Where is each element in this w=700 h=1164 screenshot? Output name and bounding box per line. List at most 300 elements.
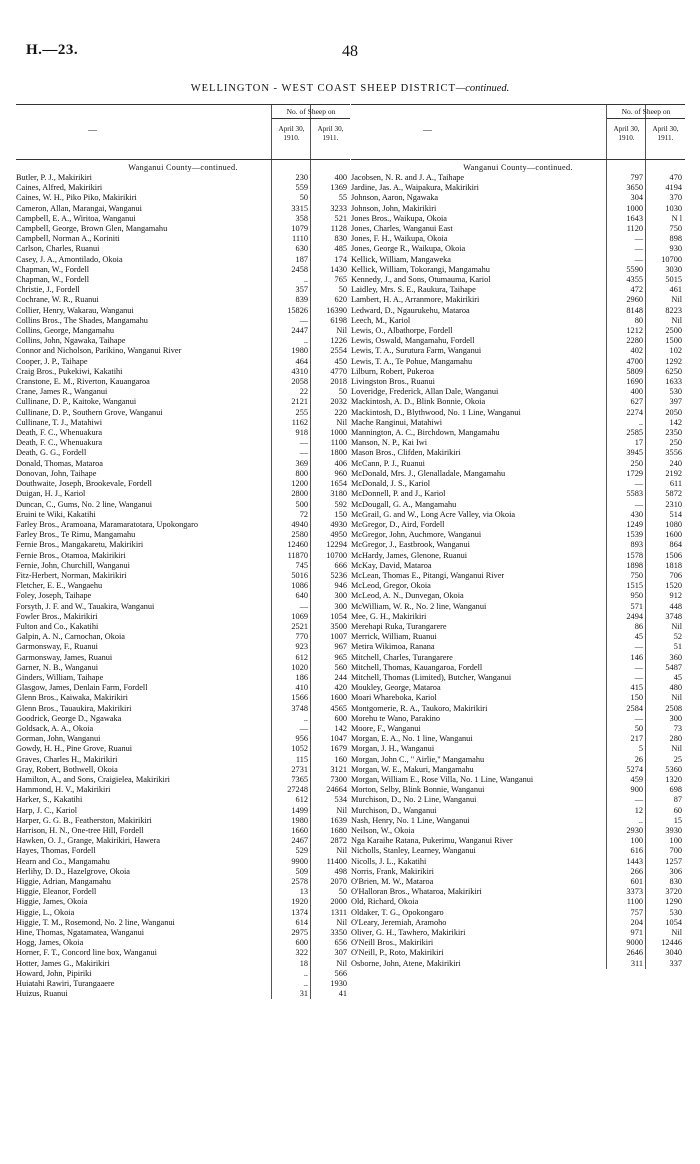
table-row (16, 448, 350, 458)
table-row (351, 744, 685, 754)
sheep-1910: 745 (295, 560, 308, 570)
sheep-1910: 150 (630, 693, 643, 703)
sheep-1910: 770 (295, 632, 308, 642)
owner-name: McGregor, J., Eastbrook, Wanganui (351, 540, 470, 550)
owner-name: Eruini te Wiki, Kakatihi (16, 509, 96, 519)
table-row (351, 500, 685, 510)
sheep-1910: 2447 (291, 326, 308, 336)
owner-name: Lambert, H. A., Arranmore, Makirikiri (351, 295, 480, 305)
owner-name: McDougall, G. A., Mangamahu (351, 499, 457, 509)
table-row (16, 602, 350, 612)
sheep-1910: 358 (295, 213, 308, 223)
sheep-1910: 1079 (291, 224, 308, 234)
table-row (16, 479, 350, 489)
table-row (16, 846, 350, 856)
table-row (351, 265, 685, 275)
owner-name: Morgan, William E., Rose Villa, No. 1 Line, Wanganui (351, 774, 534, 784)
table-row (351, 755, 685, 765)
table-row (351, 714, 685, 724)
table-row (351, 918, 685, 928)
owner-name: Foley, Joseph, Taihape (16, 591, 92, 601)
owner-name: Jones Bros., Waikupa, Okoia (351, 213, 447, 223)
sheep-1910: 3315 (291, 203, 308, 213)
page-title (0, 83, 700, 94)
table-row (351, 316, 685, 326)
sheep-1910: 1052 (291, 744, 308, 754)
sheep-1910: 5016 (291, 570, 308, 580)
owner-name: Kellick, William, Tokorangi, Mangamahu (351, 264, 490, 274)
sheep-1910: 3650 (626, 183, 643, 193)
owner-name: O'Neill Bros., Makirikiri (351, 938, 434, 948)
sheep-1910: 50 (299, 193, 308, 203)
sheep-1911: Nil (336, 326, 347, 336)
sheep-1910: 250 (630, 458, 643, 468)
sheep-1911: 60 (673, 805, 682, 815)
sheep-1911: 5236 (330, 570, 347, 580)
sheep-1910: — (299, 448, 308, 458)
sheep-1910: 146 (630, 652, 643, 662)
sheep-1911: 73 (673, 723, 682, 733)
sheep-1910: .. (303, 979, 308, 989)
owner-name: Higgie, T. M., Rosemond, No. 2 line, Wanganui (16, 917, 175, 927)
table-row (351, 285, 685, 295)
sheep-1911: 100 (669, 836, 682, 846)
page-number: 48 (342, 43, 358, 60)
table-row (351, 336, 685, 346)
sheep-1911: 3556 (665, 448, 682, 458)
owner-name: Morgan, W. E., Makuri, Mangamahu (351, 764, 474, 774)
sheep-1910: 410 (295, 683, 308, 693)
sheep-1911: Nil (671, 621, 682, 631)
sheep-1910: 1499 (291, 805, 308, 815)
owner-name: Chapman, W., Fordell (16, 275, 90, 285)
table-row (16, 540, 350, 550)
sheep-1910: 72 (299, 509, 308, 519)
owner-name: McGregor, John, Auchmore, Wanganui (351, 530, 482, 540)
sheep-1911: 3180 (330, 489, 347, 499)
sheep-1910: 1566 (291, 693, 308, 703)
owner-name: Lilburn, Robert, Pukeroa (351, 366, 434, 376)
owner-name: McDonnell, P. and J., Kariol (351, 489, 446, 499)
owner-name: Nicolls, J. L., Kakatihi (351, 856, 427, 866)
table-row (351, 734, 685, 744)
sheep-1911: 698 (669, 785, 682, 795)
table-row (351, 469, 685, 479)
table-row (351, 653, 685, 663)
sheep-1910: 26 (634, 754, 643, 764)
table-row (351, 367, 685, 377)
owner-name: Murchison, D., Wanganui (351, 805, 437, 815)
owner-name: Death, F. C., Whenuakura (16, 428, 103, 438)
sheep-1911: 2500 (665, 326, 682, 336)
table-row (16, 489, 350, 499)
sheep-1911: 566 (334, 968, 347, 978)
owner-name: Horner, F. T., Concord line box, Wanganui (16, 948, 157, 958)
owner-name: Fernie Bros., Mangakaretu, Makirikiri (16, 540, 144, 550)
table-row (351, 908, 685, 918)
sheep-1911: 620 (334, 295, 347, 305)
sheep-1910: 2800 (291, 489, 308, 499)
sheep-1910: 600 (295, 938, 308, 948)
sheep-1911: 656 (334, 938, 347, 948)
owner-name: Morton, Selby, Blink Bonnie, Wanganui (351, 785, 485, 795)
document-reference: H.—23. (26, 42, 79, 58)
sheep-1910: 430 (630, 509, 643, 519)
sheep-1910: 2930 (626, 826, 643, 835)
sheep-1910: 17 (634, 438, 643, 448)
owner-name: Carlson, Charles, Ruanui (16, 244, 100, 254)
sheep-1911: 337 (669, 958, 682, 968)
owner-name: Johnson, John, Makirikiri (351, 203, 437, 213)
sheep-1911: 6250 (665, 366, 682, 376)
sheep-1910: 1000 (626, 203, 643, 213)
sheep-1910: 757 (630, 907, 643, 917)
sheep-1911: 946 (334, 581, 347, 591)
sheep-1910: 415 (630, 683, 643, 693)
sheep-1910: 13 (299, 887, 308, 897)
sheep-1910: 2960 (626, 295, 643, 305)
sheep-1911: 1600 (665, 530, 682, 540)
sheep-1911: 50 (338, 285, 347, 295)
sheep-1910: 322 (295, 948, 308, 958)
sheep-1911: 52 (673, 632, 682, 642)
owner-name: Moukley, George, Mataroa (351, 683, 441, 693)
sheep-1911: 1654 (330, 479, 347, 489)
table-row (16, 234, 350, 244)
table-row (16, 295, 350, 305)
sheep-1910: .. (303, 275, 308, 285)
sheep-1911: 12294 (326, 540, 347, 550)
sheep-1911: 2350 (665, 428, 682, 438)
sheep-1911: 912 (669, 591, 682, 601)
sheep-1911: 1100 (330, 438, 347, 448)
sheep-1911: 280 (669, 734, 682, 744)
table-row (351, 795, 685, 805)
owner-name: O'Neill, P., Roto, Makirikiri (351, 948, 444, 958)
table-row (16, 193, 350, 203)
sheep-1911: 530 (669, 387, 682, 397)
table-row (16, 867, 350, 877)
sheep-1911: 3748 (665, 611, 682, 621)
table-row (16, 204, 350, 214)
sheep-1911: 24664 (326, 785, 347, 795)
owner-name: Mannington, A. C., Birchdown, Mangamahu (351, 428, 500, 438)
table-row (16, 724, 350, 734)
table-row (16, 918, 350, 928)
table-row (16, 775, 350, 785)
table-row (351, 255, 685, 265)
sheep-1911: 1500 (665, 336, 682, 346)
owner-name: Garmonsway, F., Ruanui (16, 642, 98, 652)
year-1910-header: April 30, 1910. (613, 125, 640, 142)
sheep-1910: 4310 (291, 366, 308, 376)
table-row (16, 244, 350, 254)
sheep-1910: 1643 (626, 213, 643, 223)
owner-name: Fernie Bros., Otamoa, Makirikiri (16, 550, 126, 560)
sheep-1910: 956 (295, 734, 308, 744)
owner-name: Manson, N. P., Kai Iwi (351, 438, 428, 448)
sheep-1910: — (634, 479, 643, 489)
sheep-1910: 1020 (291, 662, 308, 672)
owner-name: Death, G. G., Fordell (16, 448, 87, 458)
owner-name: Livingston Bros., Ruanui (351, 377, 435, 387)
owner-name: McHardy, James, Glenone, Ruanui (351, 550, 468, 560)
table-row (16, 346, 350, 356)
sheep-1910: 1729 (626, 468, 643, 478)
sheep-1911: 1030 (665, 203, 682, 213)
table-row (351, 214, 685, 224)
owner-name: McKay, David, Mataroa (351, 560, 432, 570)
sheep-1911: 1800 (330, 448, 347, 458)
table-row (16, 642, 350, 652)
table-row (16, 357, 350, 367)
table-row (16, 571, 350, 581)
owner-name: Collins, George, Mangamahu (16, 326, 115, 336)
table-row (16, 530, 350, 540)
owner-name: McDonald, Mrs. J., Glenalladale, Mangamahu (351, 468, 506, 478)
title-main: WELLINGTON - WEST COAST SHEEP DISTRICT (190, 83, 456, 94)
sheep-1910: 1660 (291, 826, 308, 835)
sheep-1910: 1578 (626, 550, 643, 560)
sheep-1911: 960 (334, 468, 347, 478)
owner-name: Mitchell, Thomas (Limited), Butcher, Wanganui (351, 672, 512, 682)
sheep-1910: 5590 (626, 264, 643, 274)
table-row (351, 489, 685, 499)
sheep-1910: .. (303, 968, 308, 978)
table-row (351, 673, 685, 683)
owner-name: Loveridge, Frederick, Allan Dale, Wanganui (351, 387, 499, 397)
sheep-1910: 45 (634, 632, 643, 642)
table-row (351, 173, 685, 183)
owner-name: O'Brien, M. W., Mataroa (351, 877, 434, 887)
table-row (351, 683, 685, 693)
sheep-1910: 357 (295, 285, 308, 295)
table-row (16, 500, 350, 510)
sheep-1910: 27248 (287, 785, 308, 795)
sheep-1911: 700 (669, 846, 682, 856)
owner-name: Gorman, John, Wanganui (16, 734, 101, 744)
table-row (351, 785, 685, 795)
owner-name: Jardine, Jas. A., Waipakura, Makirikiri (351, 183, 479, 193)
sheep-1910: 1110 (292, 234, 308, 244)
sheep-1911: 600 (334, 713, 347, 723)
sheep-1910: 5 (638, 744, 643, 754)
sheep-1911: 244 (334, 672, 347, 682)
sheep-1910: 918 (295, 428, 308, 438)
owner-name: Crane, James R., Wanganui (16, 387, 108, 397)
table-row (351, 622, 685, 632)
table-row (16, 173, 350, 183)
owner-name: Ginders, William, Taihape (16, 672, 104, 682)
sheep-1910: 100 (630, 836, 643, 846)
owner-name: Donald, Thomas, Mataroa (16, 458, 103, 468)
table-row (16, 857, 350, 867)
owner-name: Nash, Henry, No. 1 Line, Wanganui (351, 815, 470, 825)
table-row (16, 755, 350, 765)
sheep-1911: 1430 (330, 264, 347, 274)
table-row (351, 816, 685, 826)
owner-name: Kennedy, J., and Sons, Otumauma, Kariol (351, 275, 491, 285)
table-row (351, 581, 685, 591)
owner-name: Metira Wikimoa, Ranana (351, 642, 435, 652)
sheep-1910: 1920 (291, 897, 308, 907)
table-row (351, 224, 685, 234)
sheep-1911: 4930 (330, 519, 347, 529)
left-table (16, 104, 350, 999)
sheep-1910: 2580 (291, 530, 308, 540)
sheep-1910: 11870 (287, 550, 308, 560)
table-row (16, 959, 350, 969)
owner-name: McLean, Thomas E., Pitangi, Wanganui River (351, 570, 505, 580)
table-row (16, 908, 350, 918)
sheep-1911: 1680 (330, 826, 347, 835)
sheep-1910: 1980 (291, 815, 308, 825)
table-row (16, 897, 350, 907)
table-row (16, 336, 350, 346)
table-row (351, 540, 685, 550)
sheep-1911: 15 (673, 815, 682, 825)
sheep-1910: 217 (630, 734, 643, 744)
table-row (351, 408, 685, 418)
table-row (16, 438, 350, 448)
table-row (351, 938, 685, 948)
sheep-1910: 50 (634, 723, 643, 733)
table-row (351, 551, 685, 561)
table-row (16, 622, 350, 632)
sheep-1910: 529 (295, 846, 308, 856)
sheep-1911: 3030 (665, 264, 682, 274)
table-row (16, 979, 350, 989)
table-row (16, 795, 350, 805)
sheep-1910: 4940 (291, 519, 308, 529)
owner-name: Duigan, H. J., Kariol (16, 489, 86, 499)
sheep-1911: 750 (669, 224, 682, 234)
sheep-1910: 2975 (291, 928, 308, 938)
sheep-1910: 1069 (291, 611, 308, 621)
table-row (351, 244, 685, 254)
table-row (16, 969, 350, 979)
sheep-1911: 300 (334, 591, 347, 601)
sheep-1910: .. (638, 417, 643, 427)
sheep-1911: 1520 (665, 581, 682, 591)
table-row (16, 877, 350, 887)
owner-name: Garmonsway, James, Ruanui (16, 652, 113, 662)
sheep-1911: 1290 (665, 897, 682, 907)
owner-name: Oldaker, T. G., Opokongaro (351, 907, 444, 917)
sheep-1910: — (634, 499, 643, 509)
sheep-1910: 459 (630, 774, 643, 784)
sheep-1910: 4700 (626, 356, 643, 366)
table-row (351, 234, 685, 244)
sheep-1910: 1690 (626, 377, 643, 387)
sheep-1911: 4194 (665, 183, 682, 193)
owner-name: Collins, John, Ngawaka, Taihape (16, 336, 126, 346)
sheep-1910: 630 (295, 244, 308, 254)
table-row (351, 887, 685, 897)
owner-name: Cullinane, D. P., Kaitoke, Wanganui (16, 397, 137, 407)
sheep-1911: 2050 (665, 407, 682, 417)
sheep-1911: 50 (338, 887, 347, 897)
sheep-1910: 627 (630, 397, 643, 407)
owner-name: Harper, G. G. B., Featherston, Makirikiri (16, 815, 152, 825)
table-row (16, 397, 350, 407)
sheep-1911: 592 (334, 499, 347, 509)
table-row (351, 428, 685, 438)
sheep-1911: Nil (336, 846, 347, 856)
owner-name: Cooper, J. P., Taihape (16, 356, 88, 366)
table-row (16, 316, 350, 326)
sheep-1911: Nil (671, 315, 682, 325)
table-row (16, 673, 350, 683)
table-row (351, 418, 685, 428)
table-row (16, 428, 350, 438)
table-row (351, 377, 685, 387)
owner-name: Lewis, Oswald, Mangamahu, Fordell (351, 336, 475, 346)
sheep-1910: 1515 (626, 581, 643, 591)
owner-name: Harp, J. C., Kariol (16, 805, 78, 815)
sheep-1910: 400 (630, 387, 643, 397)
sheep-1910: 614 (295, 917, 308, 927)
sheep-1911: 485 (334, 244, 347, 254)
sheep-1911: 160 (334, 754, 347, 764)
sheep-1910: 1980 (291, 346, 308, 356)
sheep-1910: 464 (295, 356, 308, 366)
sheep-1911: Nil (671, 744, 682, 754)
table-row (16, 418, 350, 428)
table-row (16, 183, 350, 193)
table-row (16, 948, 350, 958)
table-row (351, 510, 685, 520)
sheep-1911: 397 (669, 397, 682, 407)
sheep-1910: 893 (630, 540, 643, 550)
sheep-1911: 1080 (665, 519, 682, 529)
sheep-1911: 930 (669, 244, 682, 254)
year-1911-header: April 30, 1911. (317, 125, 344, 142)
owner-name: Jacobsen, N. R. and J. A., Taihape (351, 173, 465, 182)
sheep-1910: 2646 (626, 948, 643, 958)
sheep-1910: 22 (299, 387, 308, 397)
sheep-1911: 360 (669, 652, 682, 662)
owner-name: Howard, John, Pipiriki (16, 968, 92, 978)
sheep-1910: 12 (634, 805, 643, 815)
owner-name: Hawken, O. J., Grange, Makirikiri, Hawera (16, 836, 160, 846)
sheep-1910: 612 (295, 795, 308, 805)
owner-name: Forsyth, J. F. and W., Tauakira, Wanganui (16, 601, 155, 611)
sheep-1910: 559 (295, 183, 308, 193)
owner-name: Mason Bros., Clifden, Makirikiri (351, 448, 461, 458)
sheep-1910: 1120 (626, 224, 643, 234)
table-row (351, 877, 685, 887)
sheep-1911: 1930 (330, 979, 347, 989)
owner-name: Huizus, Ruanui (16, 989, 68, 999)
table-row (16, 326, 350, 336)
sheep-1911: 830 (334, 234, 347, 244)
sheep-1910: 2578 (291, 877, 308, 887)
owner-name: Fernie, John, Churchill, Wanganui (16, 560, 130, 570)
sheep-1911: 3350 (330, 928, 347, 938)
sheep-1910: 230 (295, 173, 308, 182)
owner-name: Gowdy, H. H., Pine Grove, Ruanui (16, 744, 133, 754)
sheep-1911: 2018 (330, 377, 347, 387)
table-row (351, 857, 685, 867)
table-row (16, 367, 350, 377)
owner-name: Harrison, H. N., One-tree Hill, Fordell (16, 826, 144, 835)
sheep-1911: 142 (334, 723, 347, 733)
sheep-1910: 402 (630, 346, 643, 356)
owner-name: Ledward, D., Ngaurukehu, Mataroa (351, 305, 470, 315)
sheep-1910: 2058 (291, 377, 308, 387)
table-row (16, 591, 350, 601)
